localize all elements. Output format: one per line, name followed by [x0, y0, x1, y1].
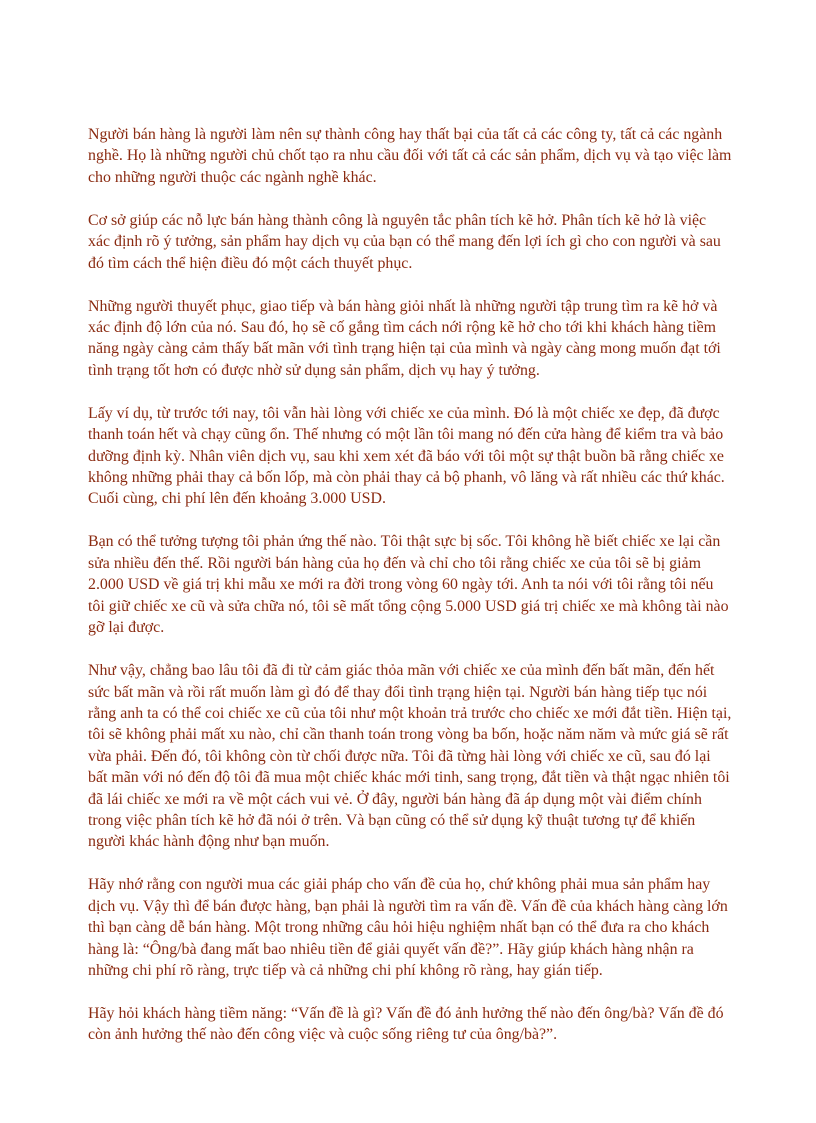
paragraph-intro: Người bán hàng là người làm nên sự thành công hay thất bại của tất cả các công ty, tất cả các ngành nghề. Họ là những người chủ chốt tạo ra nhu cầu đối với tất cả các sản phẩm, dịch vụ và tạo việc làm cho những người thuộc các ngành nghề khác.	[88, 126, 732, 186]
paragraph-car-example: Lấy ví dụ, từ trước tới nay, tôi vẫn hài lòng với chiếc xe của mình. Đó là một chiếc xe đẹp, đã được thanh toán hết và chạy cũng ổn. Thế nhưng có một lần tôi mang nó đến cửa hàng để kiểm tra và bảo dưỡng định kỳ. Nhân viên dịch vụ, sau khi xem xét đã báo với tôi một sự thật buồn bã rằng chiếc xe không những phải thay cả bốn lốp, mà còn phải thay cả bộ phanh, vô lăng và rất nhiều các thứ khác. Cuối cùng, chi phí lên đến khoảng 3.000 USD.	[88, 404, 725, 508]
paragraph-solutions: Hãy nhớ rằng con người mua các giải pháp cho vấn đề của họ, chứ không phải mua sản phẩm hay dịch vụ. Vậy thì để bán được hàng, bạn phải là người tìm ra vấn đề. Vấn đề của khách hàng càng lớn thì bạn càng dễ bán hàng. Một trong những câu hỏi hiệu nghiệm nhất bạn có thể đưa ra cho khách hàng là: “Ông/bà đang mất bao nhiêu tiền để giải quyết vấn đề?”. Hãy giúp khách hàng nhận ra những chi phí rõ ràng, trực tiếp và cả những chi phí không rõ ràng, hay gián tiếp.	[88, 876, 728, 979]
paragraph-best-persuaders: Những người thuyết phục, giao tiếp và bán hàng giỏi nhất là những người tập trung tìm ra kẽ hở và xác định độ lớn của nó. Sau đó, họ sẽ cố gắng tìm cách nới rộng kẽ hở cho tới khi khách hàng tiềm năng ngày càng cảm thấy bất mãn với tình trạng hiện tại của mình và ngày càng mong muốn đạt tới tình trạng tốt hơn có được nhờ sử dụng sản phẩm, dịch vụ hay ý tưởng.	[88, 297, 721, 379]
paragraph-dissatisfaction: Như vậy, chẳng bao lâu tôi đã đi từ cảm giác thỏa mãn với chiếc xe của mình đến bất mãn, đến hết sức bất mãn và rồi rất muốn làm gì đó để thay đổi tình trạng hiện tại. Người bán hàng tiếp tục nói rằng anh ta có thể coi chiếc xe cũ của tôi như một khoản trả trước cho chiếc xe mới đắt tiền. Hiện tại, tôi sẽ không phải mất xu nào, chỉ cần thanh toán trong vòng ba bốn, hoặc năm năm và mức giá sẽ rất vừa phải. Đến đó, tôi không còn từ chối được nữa. Tôi đã từng hài lòng với chiếc xe cũ, sau đó lại bất mãn với nó đến độ tôi đã mua một chiếc khác mới tinh, sang trọng, đắt tiền và thật ngạc nhiên tôi đã lái chiếc xe mới ra về một cách vui vẻ. Ở đây, người bán hàng đã áp dụng một vài điểm chính trong việc phân tích kẽ hở đã nói ở trên. Và bạn cũng có thể sử dụng kỹ thuật tương tự để khiến người khác hành động như bạn muốn.	[88, 662, 732, 851]
paragraph-questions: Hãy hỏi khách hàng tiềm năng: “Vấn đề là gì? Vấn đề đó ảnh hưởng thế nào đến ông/bà? Vấn đề đó còn ảnh hưởng thế nào đến công việc và cuộc sống riêng tư của ông/bà?”.	[88, 1004, 724, 1044]
paragraph-reaction: Bạn có thể tưởng tượng tôi phản ứng thế nào. Tôi thật sực bị sốc. Tôi không hề biết chiếc xe lại cần sửa nhiều đến thế. Rồi người bán hàng của họ đến và chỉ cho tôi rằng chiếc xe của tôi sẽ bị giảm 2.000 USD về giá trị khi mẫu xe mới ra đời trong vòng 60 ngày tới. Anh ta nói với tôi rằng tôi nếu tôi giữ chiếc xe cũ và sửa chữa nó, tôi sẽ mất tổng cộng 5.000 USD giá trị chiếc xe mà không tài nào gỡ lại được.	[88, 533, 729, 637]
document-page	[88, 124, 732, 1067]
paragraph-gap-analysis: Cơ sở giúp các nỗ lực bán hàng thành công là nguyên tắc phân tích kẽ hở. Phân tích kẽ hở là việc xác định rõ ý tưởng, sản phẩm hay dịch vụ của bạn có thể mang đến lợi ích gì cho con người và sau đó tìm cách thể hiện điều đó một cách thuyết phục.	[88, 211, 721, 272]
